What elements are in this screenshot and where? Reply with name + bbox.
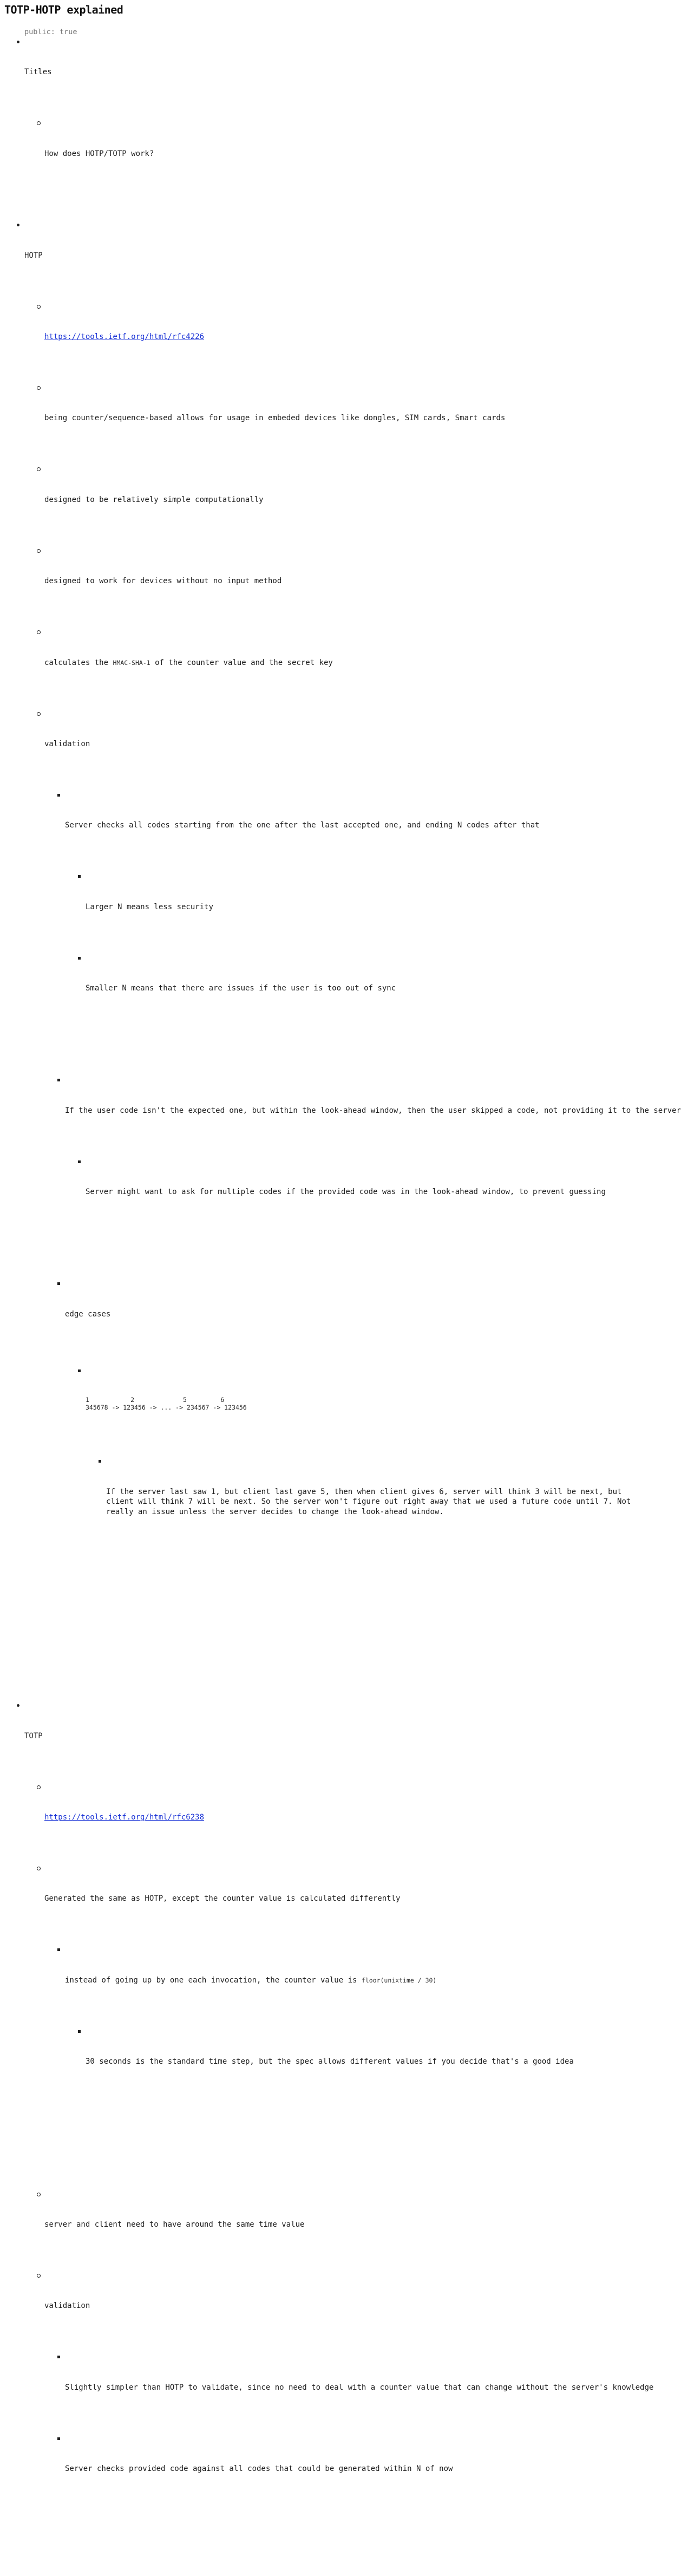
block-edge-cases[interactable] <box>44 1279 650 1619</box>
instead-prefix: instead of going up by one each invocation, the counter value is <box>65 1975 362 1985</box>
outline <box>0 37 681 2576</box>
block-text[interactable] <box>65 2026 650 2088</box>
block-text-content: Server checks all codes starting from the one after the last accepted one, and ending N codes after that <box>65 821 540 830</box>
block-text-content: Larger N means less security <box>86 902 214 911</box>
block-text[interactable] <box>24 2189 650 2251</box>
block-text-content: Slightly simpler than HOTP to validate, since no need to deal with a counter value that can change without the server's knowledge <box>65 2383 654 2392</box>
block-text-content: Server might want to ask for multiple codes if the provided code was in the look-ahead window, to prevent guessing <box>86 1188 606 1197</box>
block-text-content: designed to work for devices without no input method <box>44 577 282 586</box>
block-text[interactable] <box>24 464 650 525</box>
block-text[interactable] <box>44 2434 650 2495</box>
rfc4226-link[interactable]: https://tools.ietf.org/html/rfc4226 <box>44 332 205 342</box>
page-title: TOTP-HOTP explained <box>4 3 123 16</box>
page-property: public: true <box>24 28 77 36</box>
block-text[interactable] <box>24 383 650 444</box>
block-text-content: If the user code isn't the expected one, but within the look-ahead window, then the user skipped a code, not providing it to the server <box>65 1106 681 1115</box>
block-text[interactable] <box>65 953 650 1014</box>
rfc6238-link[interactable]: https://tools.ietf.org/html/rfc6238 <box>44 1813 205 1822</box>
block-label: edge cases <box>65 1309 111 1319</box>
block-text-content: server and client need to have around the same time value <box>44 2220 305 2229</box>
block-label: TOTP <box>24 1731 43 1740</box>
block-text-content: Smaller N means that there are issues if the user is too out of sync <box>86 984 396 993</box>
floor-inline-code: floor(unixtime / 30) <box>361 1976 437 1984</box>
block-label: validation <box>44 2301 90 2311</box>
block-hotp-validation[interactable] <box>24 709 681 1660</box>
block-text: How does HOTP/TOTP work? <box>44 149 154 158</box>
block-text[interactable] <box>44 1945 650 2128</box>
block-text-content: If the server last saw 1, but client last gave 5, then when client gives 6, server will think 3 will be next, but client will think 7 will be next. So the server won't figure out right away that we used a future code until 7. Not really an issue unless the server decides to change the look-ahead window. <box>106 1487 631 1517</box>
block-text[interactable] <box>44 790 650 1055</box>
edge-case-code-block: 1 2 5 6 345678 -> 123456 -> ... -> 234567 -> 123456 <box>86 1395 247 1411</box>
document-body <box>0 27 681 2576</box>
block-text-content: 30 seconds is the standard time step, but the spec allows different values if you decide that's a good idea <box>86 2057 574 2066</box>
block-text[interactable] <box>24 546 650 607</box>
block-text-content: designed to be relatively simple computationally <box>44 495 264 504</box>
block-text[interactable] <box>24 1863 650 2169</box>
block-totp-link[interactable] <box>24 1782 650 1843</box>
block-text[interactable] <box>86 1456 650 1537</box>
hmac-inline-code: HMAC-SHA-1 <box>113 658 150 667</box>
block-text-content: Generated the same as HOTP, except the counter value is calculated differently <box>44 1894 401 1903</box>
block-title-item[interactable] <box>24 118 650 179</box>
block-code[interactable] <box>65 1360 650 1579</box>
block-text[interactable] <box>24 627 650 688</box>
block-label: validation <box>44 739 90 748</box>
block-label: HOTP <box>24 251 43 260</box>
block-titles[interactable] <box>0 37 650 220</box>
block-totp-validation[interactable] <box>24 2271 654 2535</box>
block-text[interactable] <box>44 1075 681 1258</box>
block-text-content: being counter/sequence-based allows for usage in embeded devices like dongles, SIM cards, Smart cards <box>44 414 506 423</box>
block-totp[interactable] <box>0 1700 654 2576</box>
block-hotp-link[interactable] <box>24 302 650 363</box>
hmac-prefix: calculates the <box>44 658 113 667</box>
block-text[interactable] <box>65 871 650 932</box>
block-text-content: Server checks provided code against all codes that could be generated within N of now <box>65 2464 453 2474</box>
block-text[interactable] <box>65 1157 650 1218</box>
hmac-suffix: of the counter value and the secret key <box>150 658 333 667</box>
block-text[interactable] <box>44 2352 654 2413</box>
block-label: Titles <box>24 68 52 77</box>
block-hotp[interactable] <box>0 220 681 1700</box>
